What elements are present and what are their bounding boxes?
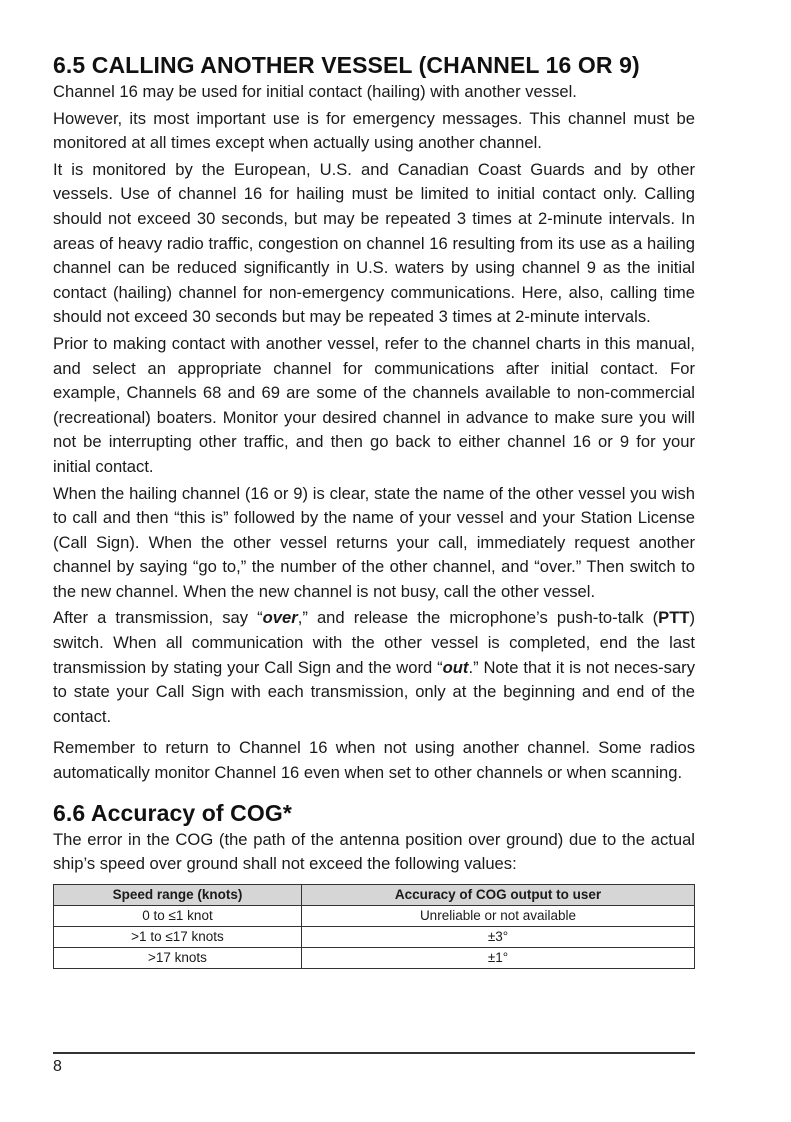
cell-accuracy: Unreliable or not available — [301, 905, 694, 926]
paragraph-transmission — [53, 606, 695, 729]
keyword-out: out — [442, 657, 469, 677]
cell-speed: >1 to ≤17 knots — [54, 926, 302, 947]
keyword-ptt: PTT — [658, 608, 690, 628]
table-row — [54, 947, 695, 968]
table-header-row — [54, 884, 695, 905]
transmission-text-a: After a transmission, say “ — [53, 608, 263, 628]
cell-speed: 0 to ≤1 knot — [54, 905, 302, 926]
paragraph-hailing: Channel 16 may be used for initial contact (hailing) with another vessel. — [53, 82, 577, 101]
cell-accuracy: ±3° — [301, 926, 694, 947]
paragraph-emergency-use: However, its most important use is for emergency messages. This channel must be monitored at all times except when actually using another channel. — [53, 108, 695, 153]
footer-divider — [53, 1052, 695, 1054]
paragraph-return-channel-16: Remember to return to Channel 16 when not using another channel. Some radios automatically monitor Channel 16 even when set to other channels or when scanning. — [53, 738, 695, 783]
table-row — [54, 905, 695, 926]
section-6-5-title: 6.5 CALLING ANOTHER VESSEL (CHANNEL 16 OR 9) — [53, 52, 640, 78]
page-number: 8 — [53, 1058, 62, 1075]
cog-accuracy-table — [53, 884, 695, 969]
document-page — [53, 50, 695, 969]
header-speed-range: Speed range (knots) — [54, 884, 302, 905]
section-6-6-title: 6.6 Accuracy of COG* — [53, 799, 292, 826]
paragraph-calling-procedure: When the hailing channel (16 or 9) is clear, state the name of the other vessel you wish to call and then “this is” followed by the name of your vessel and your Station License (Call Sign). When the other vessel returns your call, immediately request another channel by saying “go to,” the number of the other channel, and “over.” Then switch to the new channel. When the new channel is not busy, call the other vessel. — [53, 483, 695, 601]
transmission-text-d: .” Note that it is not neces-sary to state your Call Sign with each transmission, only at the beginning and end of the contact. — [53, 657, 695, 726]
paragraph-cog-intro: The error in the COG (the path of the antenna position over ground) due to the actual ship’s speed over ground shall not exceed the following values: — [53, 829, 695, 874]
cell-speed: >17 knots — [54, 947, 302, 968]
header-cog-accuracy: Accuracy of COG output to user — [301, 884, 694, 905]
keyword-over: over — [262, 608, 298, 628]
table-row — [54, 926, 695, 947]
cell-accuracy: ±1° — [301, 947, 694, 968]
paragraph-coast-guard: It is monitored by the European, U.S. and Canadian Coast Guards and by other vessels. Use of channel 16 for hailing must be limited to initial contact only. Calling should not exceed 30 seconds, but may be repeated 3 times at 2-minute intervals. In areas of heavy radio traffic, congestion on channel 16 resulting from its use as a hailing channel can be reduced significantly in U.S. waters by using channel 9 as the initial contact (hailing) channel for non-emergency communications. Here, also, calling time should not exceed 30 seconds but may be repeated 3 times at 2-minute intervals. — [53, 159, 695, 327]
paragraph-channel-selection: Prior to making contact with another vessel, refer to the channel charts in this manual, and select an appropriate channel for communications after initial contact. For example, Channels 68 and 69 are some of the channels available to non-commercial (recreational) boaters. Monitor your desired channel in advance to make sure you will not be interrupting other traffic, and then go back to either channel 16 or 9 for your initial contact. — [53, 333, 695, 476]
transmission-text-c: ) switch. When all communication with the other vessel is completed, end the last transmission by stating your Call Sign and the word “ — [53, 608, 695, 677]
transmission-text-b: ,” and release the microphone’s push-to-talk ( — [297, 608, 659, 628]
